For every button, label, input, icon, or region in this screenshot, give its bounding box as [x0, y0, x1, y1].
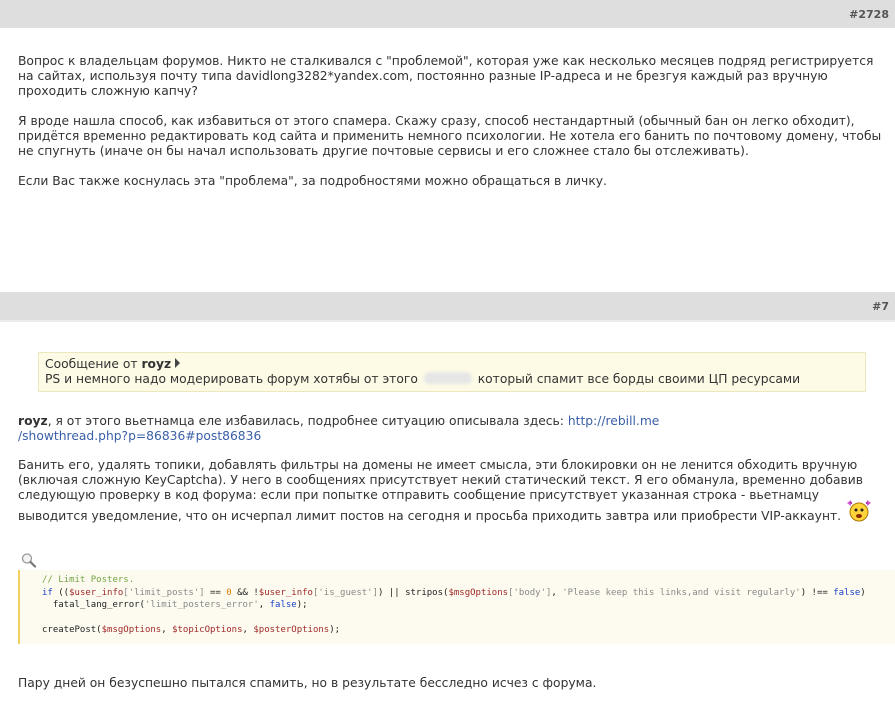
post-paragraph — [18, 676, 888, 691]
code-token: && ! — [231, 587, 259, 598]
code-token: ); — [329, 625, 341, 635]
post-paragraph-text: Банить его, удалять топики, добавлять фильтры на домены не имеет смысла, эти блокировки он не ленится обходить вручную (включая сложную KeyCaptcha). У него в сообщениях присутствует некий статический текст. Я его обманула, временно добавив следующую проверку в код форума: если при попытке отправить сообщение присутствует указанная строка - вьетнамцу — [18, 458, 863, 502]
code-block — [18, 570, 895, 644]
quote-text — [45, 372, 859, 387]
magnifier-icon[interactable] — [20, 552, 38, 568]
code-token: fatal_lang_error( — [52, 600, 145, 610]
arrow-right-icon[interactable] — [175, 358, 180, 368]
reply-author: royz — [18, 414, 48, 428]
post-paragraph: Если Вас также коснулась эта "проблема", за подробностями можно обращаться в личку. — [18, 174, 607, 188]
post-number-hash: # — [872, 300, 882, 313]
quote-header-prefix: Сообщение от — [45, 357, 138, 371]
post-paragraph: Вопрос к владельцам форумов. Никто не сталкивался с "проблемой", которая уже как несколько месяцев подряд регистрируется на сайтах, используя почту типа davidlong3282*yandex.com, постоянно разные IP-адреса и не брезгуя каждый раз вручную проходить сложную капчу? — [18, 54, 874, 98]
post-paragraph: Я вроде нашла способ, как избавиться от этого спамера. Скажу сразу, способ нестандартный (обычный бан он легко обходит), придётся временно редактировать код сайта и применить немного психологии. Не хотела его банить по почтовому домену, чтобы не спугнуть (иначе он бы начал использовать другие почтовые сервисы и его сложнее стало бы отслеживать). — [18, 114, 882, 158]
code-token: ['limit_posts'] — [123, 587, 205, 598]
quote-text-before: PS и немного надо модерировать форум хотябы от этого — [45, 372, 418, 386]
quote-header — [45, 357, 859, 372]
post-paragraph — [18, 458, 884, 503]
thread-link-part2: /showthread.php?p=86836#post86836 — [18, 429, 262, 443]
code-token: if — [42, 587, 53, 598]
code-token: , — [551, 587, 563, 598]
code-token: $posterOptions — [253, 625, 330, 635]
code-token: false — [269, 600, 297, 610]
code-token: 'Please keep this links,and visit regularly' — [562, 587, 801, 598]
code-token: false — [833, 587, 861, 598]
post-paragraph-text: выводится уведомление, что он исчерпал лимит постов на сегодня и просьба приходить завтра или приобрести VIP-аккаунт. — [18, 509, 842, 523]
post-header-divider — [0, 320, 895, 322]
post-paragraph — [18, 509, 888, 524]
quote-author[interactable]: royz — [141, 357, 172, 371]
code-token: $msgOptions — [448, 587, 509, 598]
post-header-bar — [0, 0, 895, 28]
code-token: , — [258, 600, 270, 610]
quote-text-after: который спамит все борды своими ЦП ресурсами — [477, 372, 801, 386]
code-token: $msgOptions — [101, 625, 162, 635]
post-number[interactable] — [849, 8, 889, 21]
reply-paragraph — [18, 414, 888, 444]
code-token: ) || stripos( — [378, 587, 449, 598]
code-token: , — [242, 625, 254, 635]
code-token: 0 — [226, 587, 232, 598]
post-body — [18, 54, 888, 189]
quote-block — [38, 352, 866, 392]
thread-link-part1: http://rebill.me — [567, 414, 660, 428]
code-token: ); — [296, 600, 308, 610]
blurred-text — [424, 372, 472, 384]
code-token: , — [161, 625, 173, 635]
code-token: $user_info — [258, 587, 313, 598]
post-number-value: 2728 — [858, 8, 889, 21]
code-token: ['body'] — [508, 587, 552, 598]
reply-text: , я от этого вьетнамца еле избавилась, подробнее ситуацию описывала здесь: — [47, 414, 568, 428]
code-token: $topicOptions — [172, 625, 243, 635]
post-number-hash: # — [849, 8, 859, 21]
code-token: createPost( — [42, 625, 102, 635]
smiley-icon — [844, 497, 874, 523]
code-token: == — [204, 587, 227, 598]
code-token: ['is_guest'] — [312, 587, 378, 598]
post-number-value: 7 — [881, 300, 889, 313]
post-header-bar — [0, 292, 895, 320]
code-token: 'limit_posters_error' — [144, 600, 259, 610]
code-token: (( — [52, 587, 70, 598]
post-paragraph-text: Пару дней он безуспешно пытался спамить, но в результате бесследно исчез с форума. — [18, 676, 597, 690]
code-token: ) — [860, 587, 866, 598]
code-token: ) !== — [800, 587, 834, 598]
code-token: $user_info — [69, 587, 124, 598]
post-number[interactable] — [872, 300, 889, 313]
code-comment: // Limit Posters. — [42, 575, 135, 585]
